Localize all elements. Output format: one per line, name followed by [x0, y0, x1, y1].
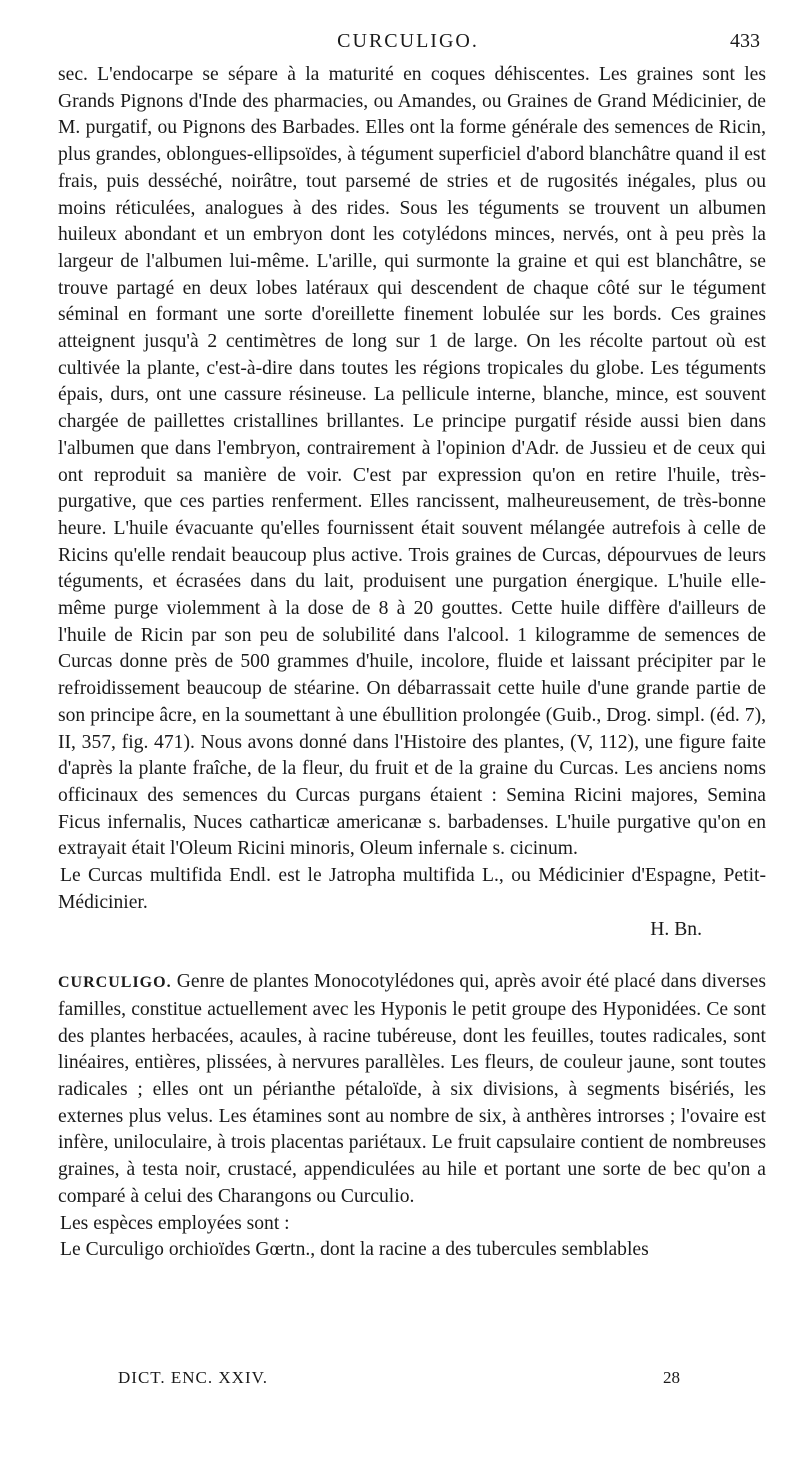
- page-footer: [118, 1368, 680, 1394]
- page-number: 433: [730, 30, 760, 52]
- article-text: Genre de plantes Monocotylédones qui, après avoir été placé dans diverses familles, constitue actuellement avec les Hyponis le petit groupe des Hyponidées. Ce sont des plantes herbacées, acaules, à racine tubéreuse, dont les feuilles, toutes radicales, sont linéaires, entières, plissées, à nervures parallèles. Les fleurs, de couleur jaune, sont toutes radicales ; elles ont un périanthe pétaloïde, à six divisions, à segments bisériés, les externes plus velus. Les étamines sont au nombre de six, à anthères introrses ; l'ovaire est infère, uniloculaire, à trois placentas pariétaux. Le fruit capsulaire contient de nombreuses graines, à testa noir, crustacé, appendiculées au hile et portant une sorte de bec qu'on a comparé à celui des Charangons ou Curculio.: [58, 971, 766, 1207]
- author-signature: H. Bn.: [650, 918, 702, 940]
- article-headword: CURCULIGO.: [58, 974, 172, 992]
- running-header: [56, 30, 760, 60]
- article-curculigo: [58, 969, 766, 1210]
- species-intro: Les espèces employées sont :: [60, 1212, 290, 1234]
- gathering-number: 28: [663, 1368, 680, 1387]
- body-text: [58, 62, 766, 1264]
- paragraph-curcas-multifida: Le Curcas multifida Endl. est le Jatropha multifida L., ou Médicinier d'Espagne, Petit-Médicinier.: [58, 865, 766, 913]
- running-title: CURCULIGO.: [337, 30, 479, 52]
- paragraph-curcas-seeds: sec. L'endocarpe se sépare à la maturité en coques déhiscentes. Les graines sont les Grands Pignons d'Inde des pharmacies, ou Amandes, ou Graines de Grand Médicinier, de M. purgatif, ou Pignons des Barbades. Elles ont la forme générale des semences de Ricin, plus grandes, oblongues-ellipsoïdes, à tégument superficiel d'abord blanchâtre quand il est frais, puis desséché, noirâtre, tout parsemé de stries et de rugosités inégales, plus ou moins réticulées, analogues à des rides. Sous les téguments se trouvent un albumen huileux abondant et un embryon dont les cotylédons minces, nervés, ont à peu près la largeur de l'albumen lui-même. L'arille, qui surmonte la graine et qui est blanchâtre, se trouve partagé en deux lobes latéraux qui descendent de chaque côté sur le tégument séminal en formant une sorte d'oreillette finement lobulée sur les bords. Ces graines atteignent jusqu'à 2 centimètres de long sur 1 de large. On les récolte partout où est cultivée la plante, c'est-à-dire dans toutes les régions tropicales du globe. Les téguments épais, durs, ont une cassure résineuse. La pellicule interne, blanche, mince, est souvent chargée de paillettes cristallines brillantes. Le principe purgatif réside aussi bien dans l'albumen que dans l'embryon, contrairement à l'opinion d'Adr. de Jussieu et de ceux qui ont reproduit sa manière de voir. C'est par expression qu'on en retire l'huile, très-purgative, que ces parties renferment. Elles rancissent, malheureusement, de très-bonne heure. L'huile évacuante qu'elles fournissent était souvent mélangée autrefois à celle de Ricins qu'elle rendait beaucoup plus active. Trois graines de Curcas, dépourvues de leurs téguments, et écrasées dans du lait, produisent une purgation énergique. L'huile elle-même purge violemment à la dose de 8 à 20 gouttes. Cette huile diffère d'ailleurs de l'huile de Ricin par son peu de solubilité dans l'alcool. 1 kilogramme de semences de Curcas donne près de 500 grammes d'huile, incolore, fluide et laissant précipiter par le refroidissement beaucoup de stéarine. On débarrassait cette huile d'une grande partie de son principe âcre, en la soumettant à une ébullition prolongée (Guib., Drog. simpl. (éd. 7), II, 357, fig. 471). Nous avons donné dans l'Histoire des plantes, (V, 112), une figure faite d'après la plante fraîche, de la fleur, du fruit et de la graine du Curcas. Les anciens noms officinaux des semences du Curcas purgans étaient : Semina Ricini majores, Semina Ficus infernalis, Nuces catharticæ americanæ s. barbadenses. L'huile purgative qu'on en extrayait était l'Oleum Ricini minoris, Oleum infernale s. cicinum.: [58, 64, 766, 860]
- species-first: Le Curculigo orchioïdes Gœrtn., dont la racine a des tubercules semblables: [60, 1239, 649, 1261]
- signature-mark: DICT. ENC. XXIV.: [118, 1368, 268, 1387]
